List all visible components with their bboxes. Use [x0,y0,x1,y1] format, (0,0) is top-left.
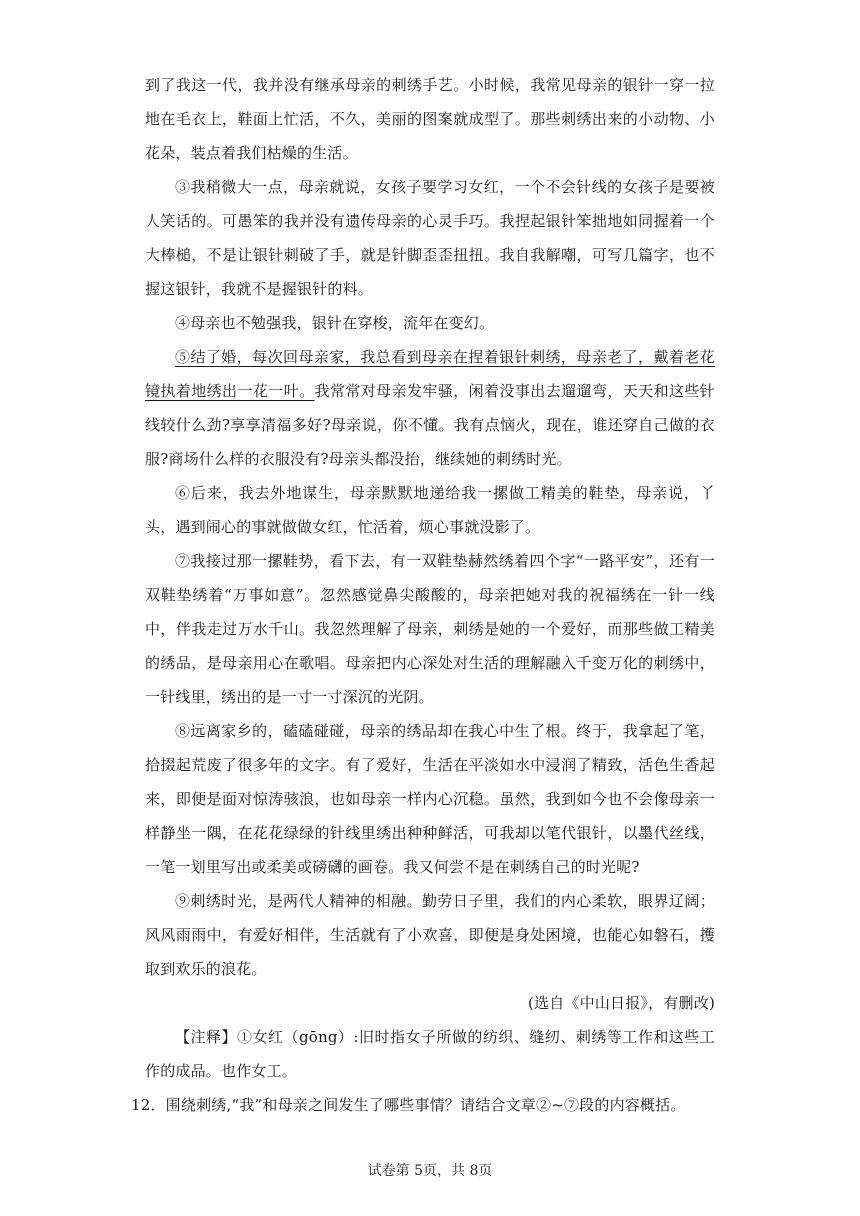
underlined-sentence: ⑤结了婚，每次回母亲家，我总看到母亲在捏着银针刺绣，母亲老了，戴着老花镜执着地绣出一花一叶。 [145,348,715,400]
paragraph-6: ⑥后来，我去外地谋生，母亲默默地递给我一摞做工精美的鞋垫，母亲说，丫头，遇到闹心的事就做做女红，忙活着，烦心事就没影了。 [145,484,715,536]
paragraph-4: ④母亲也不勉强我，银针在穿梭，流年在变幻。 [175,314,495,332]
question-12: 12．围绕刺绣,“我”和母亲之间发生了哪些事情？请结合文章②~⑦段的内容概括。 [131,1096,686,1114]
page-footer: 试卷第 5页，共 8页 [367,1163,493,1179]
paragraph-5 [145,340,715,476]
annotation-note: 【注释】①女红（gōng）:旧时指女子所做的纺织、缝纫、刺绣等工作和这些工作的成品。也作女工。 [145,1028,715,1080]
paragraph-7: ⑦我接过那一摞鞋势，看下去，有一双鞋垫赫然绣着四个字“一路平安”，还有一双鞋垫绣着“万事如意”。忽然感觉鼻尖酸酸的，母亲把她对我的祝福绣在一针一线中，伴我走过万水千山。我忽然理解了母亲，刺绣是她的一个爱好，而那些做工精美的绣品，是母亲用心在歌唱。母亲把内心深处对生活的理解融入千变万化的刺绣中，一针线里，绣出的是一寸一寸深沉的光阴。 [145,552,715,706]
paragraph-8: ⑧远离家乡的，磕磕碰碰，母亲的绣品却在我心中生了根。终于，我拿起了笔，拾掇起荒废了很多年的文字。有了爱好，生活在平淡如水中浸润了精致，活色生香起来，即便是面对惊涛骇浪，也如母亲一样内心沉稳。虽然，我到如今也不会像母亲一样静坐一隅，在花花绿绿的针线里绣出种种鲜活，可我却以笔代银针，以墨代丝线，一笔一划里写出或柔美或磅礴的画卷。我又何尝不是在刺绣自己的时光呢? [145,722,715,876]
paragraph-9: ⑨刺绣时光，是两代人精神的相融。勤劳日子里，我们的内心柔软，眼界辽阔；风风雨雨中，有爱好相伴，生活就有了小欢喜，即便是身处困境，也能心如磐石，擭取到欢乐的浪花。 [145,892,715,978]
reading-passage [131,68,716,1122]
paragraph-2-tail: 到了我这一代，我并没有继承母亲的刺绣手艺。小时候，我常见母亲的银针一穿一拉地在毛衣上，鞋面上忙活，不久，美丽的图案就成型了。那些刺绣出来的小动物、小花朵，装点着我们枯燥的生活。 [145,76,715,162]
paragraph-3: ③我稍微大一点，母亲就说，女孩子要学习女红，一个不会针线的女孩子是要被人笑话的。可愚笨的我并没有遗传母亲的心灵手巧。我捏起银针笨拙地如同握着一个大棒槌，不是让银针刺破了手，就是针脚歪歪扭扭。我自我解嘲，可写几篇字，也不握这银针，我就不是握银针的料。 [145,178,715,298]
source-citation: (选自《中山日报》，有删改) [527,994,715,1012]
paragraph-5-rest: 我常常对母亲发牢骚，闲着没事出去遛遛弯，天天和这些针线较什么劲?享享清福多好?母亲说，你不懂。我有点恼火，现在，谁还穿自己做的衣服?商场什么样的衣服没有?母亲头都没抬，继续她的刺绣时光。 [145,382,716,468]
